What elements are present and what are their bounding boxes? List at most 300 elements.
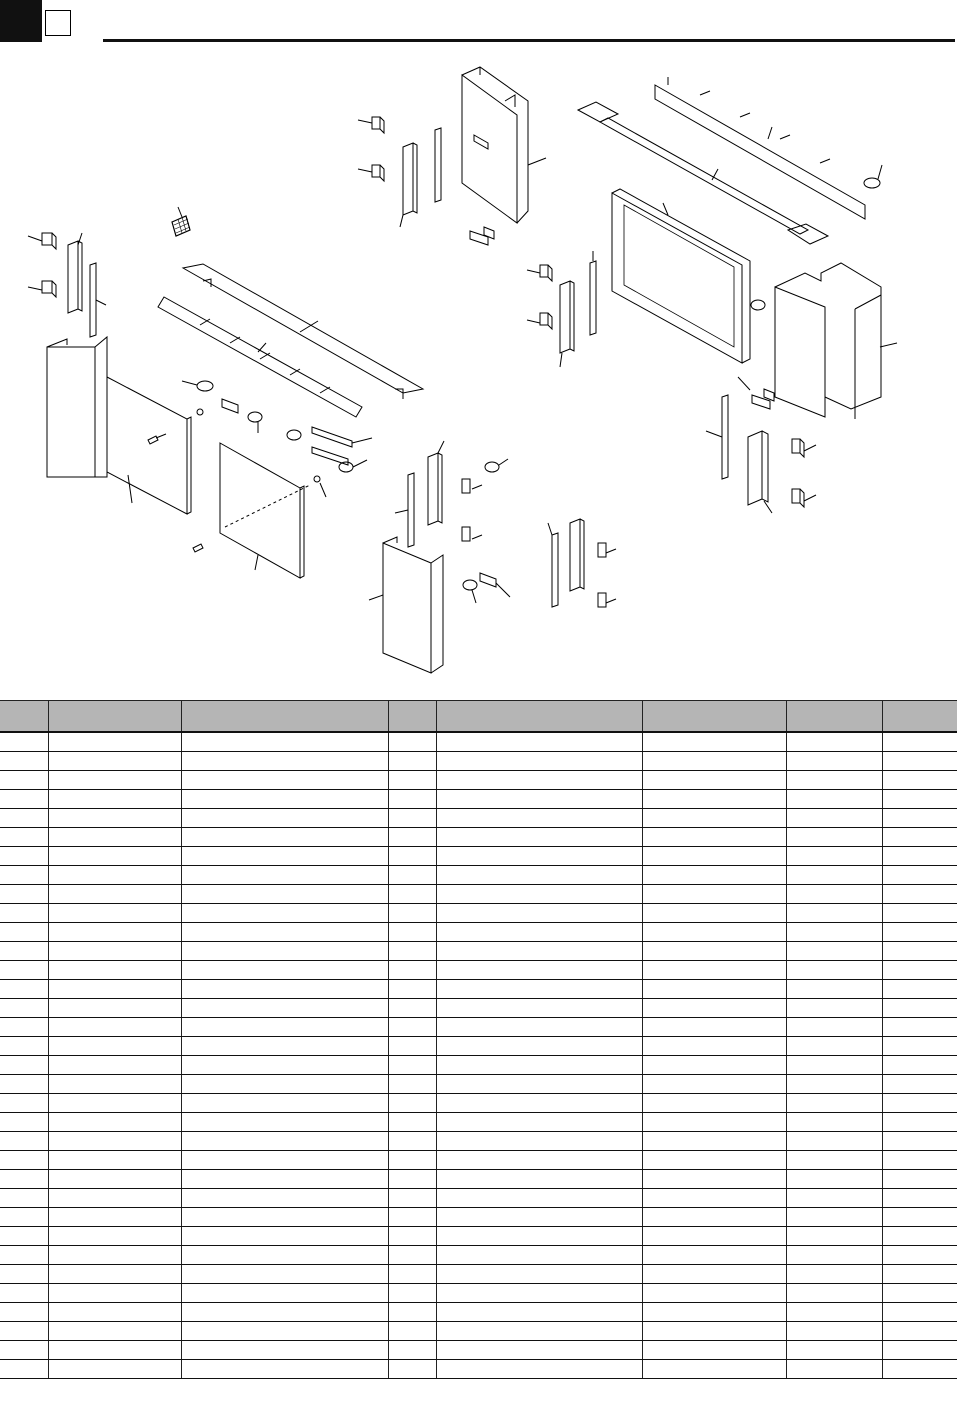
table-cell	[642, 752, 786, 771]
side-bracket-bottom	[428, 441, 444, 525]
table-cell	[436, 866, 642, 885]
table-cell	[436, 1303, 642, 1322]
table-cell	[48, 923, 181, 942]
table-cell	[48, 1056, 181, 1075]
table-cell	[0, 732, 48, 752]
table-cell	[786, 1360, 882, 1379]
rail-top-right-2	[578, 102, 828, 244]
table-cell	[882, 1075, 957, 1094]
table-cell	[642, 828, 786, 847]
table-cell	[786, 1303, 882, 1322]
table-cell	[181, 999, 388, 1018]
table-cell	[388, 1360, 436, 1379]
table-cell	[642, 1170, 786, 1189]
table-cell	[882, 1246, 957, 1265]
table-cell	[388, 1018, 436, 1037]
table-cell	[436, 732, 642, 752]
table-cell	[436, 923, 642, 942]
bracket-mid-2	[527, 313, 552, 329]
table-cell	[388, 1246, 436, 1265]
table-cell	[181, 1170, 388, 1189]
table-cell	[642, 1322, 786, 1341]
column-header	[181, 701, 388, 733]
bracket-bottom-2	[462, 527, 482, 541]
table-cell	[882, 961, 957, 980]
table-cell	[48, 1094, 181, 1113]
table-cell	[388, 847, 436, 866]
table-cell	[882, 809, 957, 828]
table-cell	[48, 809, 181, 828]
table-cell	[786, 1265, 882, 1284]
table-row	[0, 866, 957, 885]
side-bracket-top	[400, 143, 417, 227]
table-cell	[48, 980, 181, 999]
table-cell	[388, 1132, 436, 1151]
table-cell	[786, 732, 882, 752]
table-row	[0, 809, 957, 828]
table-cell	[0, 1341, 48, 1360]
table-cell	[786, 904, 882, 923]
side-strip-bottom	[395, 473, 414, 547]
table-cell	[181, 847, 388, 866]
rail-top-right-1	[655, 77, 865, 219]
table-cell	[436, 1018, 642, 1037]
side-strip-lower-right	[706, 395, 728, 479]
table-row	[0, 790, 957, 809]
table-cell	[882, 1265, 957, 1284]
table-cell	[48, 828, 181, 847]
table-cell	[48, 1265, 181, 1284]
table-cell	[48, 1227, 181, 1246]
cam-lock-bottom-1	[485, 459, 508, 472]
table-cell	[882, 1208, 957, 1227]
table-row	[0, 1322, 957, 1341]
table-cell	[181, 866, 388, 885]
table-cell	[181, 771, 388, 790]
table-cell	[388, 1189, 436, 1208]
table-cell	[388, 923, 436, 942]
table-cell	[642, 866, 786, 885]
table-cell	[48, 732, 181, 752]
table-cell	[0, 904, 48, 923]
table-row	[0, 1018, 957, 1037]
side-strip-mid	[590, 251, 596, 335]
bracket-bottom-right-2	[598, 593, 616, 607]
table-cell	[436, 828, 642, 847]
table-cell	[786, 1341, 882, 1360]
cam-lock-1	[182, 381, 213, 391]
table-cell	[0, 1132, 48, 1151]
table-cell	[181, 752, 388, 771]
table-cell	[48, 847, 181, 866]
table-cell	[388, 1208, 436, 1227]
column-header	[786, 701, 882, 733]
cam-lock-2	[248, 412, 262, 433]
table-cell	[642, 1208, 786, 1227]
table-cell	[181, 1094, 388, 1113]
table-cell	[436, 1094, 642, 1113]
table-cell	[882, 771, 957, 790]
table-cell	[388, 1151, 436, 1170]
table-cell	[882, 999, 957, 1018]
table-cell	[786, 1246, 882, 1265]
table-row	[0, 1246, 957, 1265]
table-row	[0, 1170, 957, 1189]
table-cell	[388, 1303, 436, 1322]
table-cell	[0, 1170, 48, 1189]
table-row	[0, 1341, 957, 1360]
table-cell	[642, 809, 786, 828]
section-tab	[0, 0, 42, 42]
table-cell	[642, 1113, 786, 1132]
table-cell	[436, 809, 642, 828]
table-cell	[48, 885, 181, 904]
side-bracket-mid	[560, 281, 574, 367]
table-cell	[786, 1227, 882, 1246]
table-cell	[0, 1265, 48, 1284]
table-row	[0, 1151, 957, 1170]
table-cell	[388, 961, 436, 980]
table-cell	[0, 866, 48, 885]
table-cell	[0, 1303, 48, 1322]
table-cell	[0, 771, 48, 790]
table-cell	[882, 790, 957, 809]
table-cell	[0, 999, 48, 1018]
table-row	[0, 1056, 957, 1075]
table-cell	[436, 980, 642, 999]
bracket-small-1	[28, 233, 56, 249]
table-cell	[642, 847, 786, 866]
table-cell	[0, 790, 48, 809]
table-cell	[882, 1037, 957, 1056]
table-row	[0, 732, 957, 752]
table-cell	[388, 942, 436, 961]
table-cell	[882, 866, 957, 885]
table-cell	[436, 1113, 642, 1132]
side-strip-bottom-right	[548, 523, 558, 607]
table-cell	[882, 923, 957, 942]
table-cell	[388, 771, 436, 790]
table-cell	[882, 1360, 957, 1379]
table-cell	[48, 1037, 181, 1056]
bracket-mid-1	[527, 265, 552, 281]
front-panel-left	[220, 443, 310, 578]
table-cell	[0, 1322, 48, 1341]
table-cell	[642, 790, 786, 809]
table-cell	[0, 1075, 48, 1094]
table-cell	[0, 885, 48, 904]
column-header	[882, 701, 957, 733]
section-box	[45, 10, 71, 36]
parts-list	[0, 700, 957, 1379]
table-cell	[882, 752, 957, 771]
table-cell	[0, 828, 48, 847]
table-cell	[388, 1341, 436, 1360]
bracket-lower-right-2	[792, 489, 816, 507]
bracket-lower-right-1	[792, 439, 816, 457]
table-cell	[436, 885, 642, 904]
table-cell	[181, 1132, 388, 1151]
table-cell	[388, 1227, 436, 1246]
table-cell	[48, 1151, 181, 1170]
table-cell	[181, 1227, 388, 1246]
table-cell	[48, 790, 181, 809]
table-cell	[642, 1227, 786, 1246]
table-cell	[436, 847, 642, 866]
table-cell	[436, 904, 642, 923]
table-cell	[181, 885, 388, 904]
table-cell	[0, 1360, 48, 1379]
table-cell	[642, 1360, 786, 1379]
table-cell	[436, 790, 642, 809]
cabinet-upright-right	[775, 263, 897, 419]
table-cell	[786, 942, 882, 961]
table-cell	[642, 771, 786, 790]
clip-top	[470, 227, 494, 245]
table-cell	[48, 866, 181, 885]
table-cell	[786, 885, 882, 904]
table-cell	[882, 847, 957, 866]
table-cell	[181, 828, 388, 847]
mesh-grille	[172, 207, 190, 236]
table-cell	[0, 961, 48, 980]
table-cell	[181, 1360, 388, 1379]
table-cell	[48, 1246, 181, 1265]
table-cell	[642, 1284, 786, 1303]
bracket-small-2	[28, 281, 56, 297]
rail-lower-left	[158, 297, 362, 417]
cam-lock-mid-right	[751, 300, 765, 310]
table-cell	[181, 1208, 388, 1227]
table-cell	[388, 904, 436, 923]
table-cell	[181, 732, 388, 752]
table-cell	[436, 999, 642, 1018]
table-row	[0, 771, 957, 790]
table-cell	[882, 1094, 957, 1113]
table-cell	[786, 1322, 882, 1341]
table-cell	[882, 1113, 957, 1132]
table-cell	[436, 1056, 642, 1075]
table-cell	[786, 809, 882, 828]
table-cell	[786, 1132, 882, 1151]
table-cell	[642, 961, 786, 980]
bracket-top-1	[358, 117, 384, 133]
table-cell	[436, 961, 642, 980]
washer-2	[314, 476, 326, 497]
table-cell	[181, 1341, 388, 1360]
table-cell	[436, 1189, 642, 1208]
table-cell	[786, 1113, 882, 1132]
table-row	[0, 1189, 957, 1208]
table-cell	[48, 1303, 181, 1322]
table-cell	[0, 1018, 48, 1037]
table-cell	[786, 1037, 882, 1056]
table-cell	[48, 752, 181, 771]
table-cell	[181, 1265, 388, 1284]
table-cell	[882, 1189, 957, 1208]
table-cell	[48, 1113, 181, 1132]
clip-right	[738, 377, 774, 409]
table-cell	[48, 1360, 181, 1379]
table-cell	[48, 771, 181, 790]
column-header	[388, 701, 436, 733]
table-cell	[388, 1170, 436, 1189]
table-cell	[882, 1322, 957, 1341]
table-cell	[786, 771, 882, 790]
table-cell	[642, 1056, 786, 1075]
table-cell	[181, 1189, 388, 1208]
table-cell	[48, 1018, 181, 1037]
table-cell	[436, 1322, 642, 1341]
table-cell	[388, 809, 436, 828]
table-cell	[642, 1303, 786, 1322]
table-cell	[436, 1227, 642, 1246]
table-cell	[436, 771, 642, 790]
table-cell	[786, 752, 882, 771]
table-row	[0, 961, 957, 980]
side-bracket-lower-right	[748, 431, 772, 513]
table-cell	[786, 980, 882, 999]
table-cell	[388, 980, 436, 999]
back-frame-right	[612, 189, 750, 363]
table-cell	[436, 1360, 642, 1379]
table-cell	[642, 999, 786, 1018]
table-cell	[388, 885, 436, 904]
table-cell	[48, 961, 181, 980]
table-cell	[786, 847, 882, 866]
column-header	[642, 701, 786, 733]
table-cell	[181, 904, 388, 923]
table-cell	[882, 885, 957, 904]
table-cell	[181, 1113, 388, 1132]
table-row	[0, 942, 957, 961]
table-row	[0, 904, 957, 923]
table-cell	[436, 1265, 642, 1284]
table-cell	[436, 1151, 642, 1170]
table-row	[0, 1037, 957, 1056]
table-cell	[181, 1284, 388, 1303]
table-cell	[786, 866, 882, 885]
table-cell	[48, 904, 181, 923]
table-cell	[882, 1284, 957, 1303]
table-row	[0, 752, 957, 771]
table-cell	[48, 1170, 181, 1189]
table-cell	[786, 1018, 882, 1037]
table-row	[0, 885, 957, 904]
table-row	[0, 1265, 957, 1284]
column-header	[0, 701, 48, 733]
table-cell	[0, 942, 48, 961]
table-cell	[642, 732, 786, 752]
table-cell	[642, 942, 786, 961]
clip-1	[222, 399, 238, 413]
cabinet-side-left	[47, 337, 191, 514]
table-cell	[181, 809, 388, 828]
table-cell	[0, 1284, 48, 1303]
table-cell	[436, 752, 642, 771]
table-cell	[882, 1303, 957, 1322]
table-cell	[181, 923, 388, 942]
table-cell	[388, 732, 436, 752]
bracket-top-2	[358, 165, 384, 181]
table-cell	[642, 1018, 786, 1037]
table-cell	[642, 1265, 786, 1284]
table-cell	[48, 1132, 181, 1151]
table-cell	[388, 1284, 436, 1303]
table-row	[0, 980, 957, 999]
table-cell	[436, 942, 642, 961]
table-cell	[0, 1056, 48, 1075]
table-cell	[0, 1208, 48, 1227]
table-cell	[0, 1113, 48, 1132]
table-cell	[882, 1227, 957, 1246]
table-cell	[0, 809, 48, 828]
cam-lock-3	[287, 430, 301, 440]
table-cell	[388, 1322, 436, 1341]
table-cell	[181, 790, 388, 809]
side-bracket-bottom-right	[570, 519, 584, 591]
table-cell	[786, 1151, 882, 1170]
screw-bottom	[193, 544, 203, 552]
table-cell	[388, 1265, 436, 1284]
table-cell	[388, 1056, 436, 1075]
bracket-bottom-right-1	[598, 543, 616, 557]
table-cell	[786, 1170, 882, 1189]
table-cell	[642, 923, 786, 942]
washer-1	[197, 409, 203, 415]
table-cell	[882, 1018, 957, 1037]
cam-lock-top-right	[864, 165, 882, 188]
table-cell	[642, 1075, 786, 1094]
table-cell	[388, 999, 436, 1018]
table-cell	[436, 1246, 642, 1265]
table-cell	[642, 1341, 786, 1360]
table-cell	[642, 1151, 786, 1170]
table-row	[0, 1208, 957, 1227]
clip-bottom	[480, 573, 510, 597]
table-cell	[181, 1246, 388, 1265]
table-cell	[48, 1322, 181, 1341]
table-cell	[0, 1151, 48, 1170]
table-row	[0, 999, 957, 1018]
table-cell	[436, 1341, 642, 1360]
table-cell	[388, 828, 436, 847]
table-cell	[882, 1056, 957, 1075]
parts-table	[0, 700, 957, 1379]
table-cell	[786, 1056, 882, 1075]
table-cell	[0, 1189, 48, 1208]
table-cell	[882, 1132, 957, 1151]
bracket-bottom-1	[462, 479, 482, 493]
table-cell	[181, 1151, 388, 1170]
table-cell	[48, 1189, 181, 1208]
table-cell	[388, 866, 436, 885]
table-cell	[786, 961, 882, 980]
table-cell	[786, 1189, 882, 1208]
table-cell	[0, 980, 48, 999]
table-row	[0, 1075, 957, 1094]
table-cell	[642, 1246, 786, 1265]
cam-lock-bottom-2	[463, 580, 477, 603]
table-cell	[786, 790, 882, 809]
table-cell	[882, 942, 957, 961]
table-row	[0, 923, 957, 942]
table-cell	[48, 1341, 181, 1360]
table-cell	[882, 1151, 957, 1170]
table-cell	[882, 904, 957, 923]
table-cell	[642, 1037, 786, 1056]
column-header	[436, 701, 642, 733]
